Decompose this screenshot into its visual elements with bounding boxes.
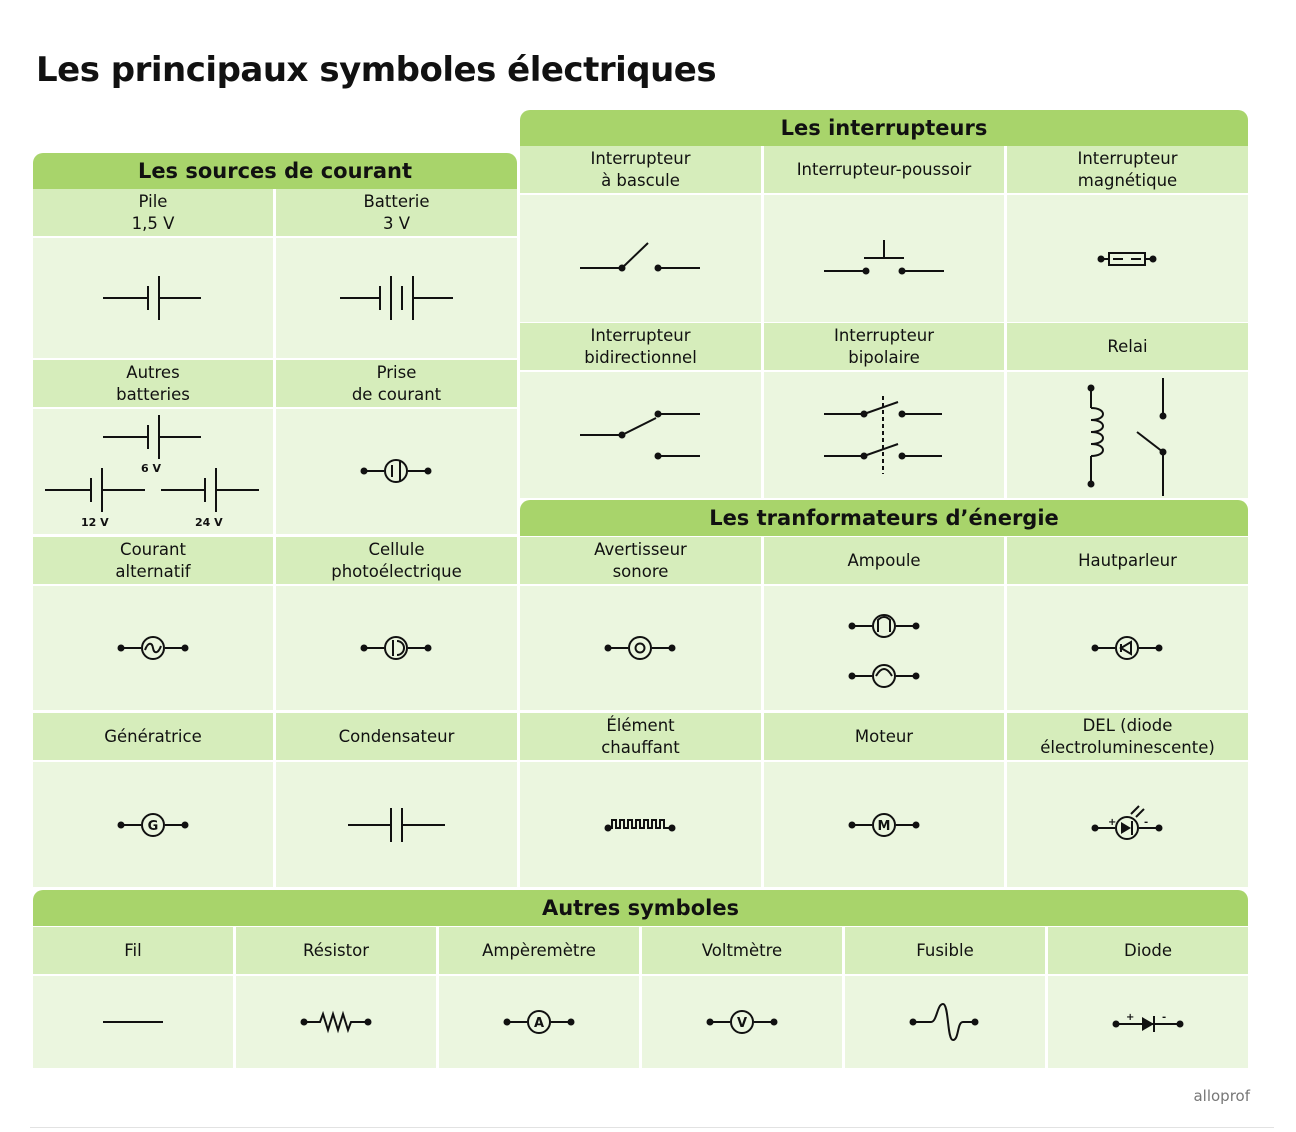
batterie-icon bbox=[276, 238, 517, 358]
courant-alternatif-symbol bbox=[33, 586, 273, 710]
voltage-12v: 12 V bbox=[81, 516, 109, 529]
others-header: Autres symboles bbox=[33, 890, 1248, 926]
avertisseur-label: Avertisseur sonore bbox=[520, 537, 761, 584]
int-poussoir-icon bbox=[764, 195, 1004, 322]
batterie-label: Batterie 3 V bbox=[276, 189, 517, 236]
diode-label: Diode bbox=[1048, 927, 1248, 974]
generatrice-letter: G bbox=[147, 819, 159, 834]
cellule-label: Cellule photoélectrique bbox=[276, 537, 517, 584]
del-symbol bbox=[1007, 762, 1248, 887]
amperemetre-icon bbox=[439, 976, 639, 1068]
voltmetre-icon bbox=[642, 976, 842, 1068]
hautparleur-icon bbox=[1007, 586, 1248, 710]
autres-batteries-icon bbox=[33, 409, 273, 534]
condensateur-label: Condensateur bbox=[276, 713, 517, 760]
pile-symbol bbox=[33, 238, 273, 358]
voltmetre-label: Voltmètre bbox=[642, 927, 842, 974]
diode-symbol bbox=[1048, 976, 1248, 1068]
fil-icon bbox=[33, 976, 233, 1068]
int-bascule-label: Interrupteur à bascule bbox=[520, 146, 761, 193]
fusible-icon bbox=[845, 976, 1045, 1068]
relai-symbol bbox=[1007, 372, 1248, 498]
condensateur-icon bbox=[276, 762, 517, 887]
amperemetre-label: Ampèremètre bbox=[439, 927, 639, 974]
page-title: Les principaux symboles électriques bbox=[36, 50, 717, 90]
courant-alternatif-label: Courant alternatif bbox=[33, 537, 273, 584]
int-bidirectionnel-icon bbox=[520, 372, 761, 498]
pile-label: Pile 1,5 V bbox=[33, 189, 273, 236]
autres-batteries-symbol bbox=[33, 409, 273, 534]
int-magnetique-icon bbox=[1007, 195, 1248, 322]
autres-batteries-label: Autres batteries bbox=[33, 360, 273, 407]
svg-text:+: + bbox=[1126, 1012, 1135, 1023]
batterie-symbol bbox=[276, 238, 517, 358]
resistor-icon bbox=[236, 976, 436, 1068]
bottom-divider bbox=[30, 1127, 1274, 1128]
prise-icon bbox=[276, 409, 517, 534]
cellule-icon bbox=[276, 586, 517, 710]
voltage-24v: 24 V bbox=[195, 516, 223, 529]
relai-icon bbox=[1007, 372, 1248, 498]
pile-icon bbox=[33, 238, 273, 358]
moteur-label: Moteur bbox=[764, 713, 1004, 760]
int-bidirectionnel-symbol bbox=[520, 372, 761, 498]
int-poussoir-label: Interrupteur-poussoir bbox=[764, 146, 1004, 193]
int-bascule-icon bbox=[520, 195, 761, 322]
fusible-label: Fusible bbox=[845, 927, 1045, 974]
del-label: DEL (diode électroluminescente) bbox=[1007, 713, 1248, 760]
fil-label: Fil bbox=[33, 927, 233, 974]
hautparleur-label: Hautparleur bbox=[1007, 537, 1248, 584]
generatrice-label: Génératrice bbox=[33, 713, 273, 760]
int-poussoir-symbol bbox=[764, 195, 1004, 322]
switches-header: Les interrupteurs bbox=[520, 110, 1248, 146]
int-magnetique-symbol bbox=[1007, 195, 1248, 322]
int-bipolaire-icon bbox=[764, 372, 1004, 498]
diode-icon bbox=[1048, 976, 1248, 1068]
hautparleur-symbol bbox=[1007, 586, 1248, 710]
avertisseur-icon bbox=[520, 586, 761, 710]
voltmetre-letter: V bbox=[736, 1016, 748, 1031]
generatrice-symbol bbox=[33, 762, 273, 887]
voltage-6v: 6 V bbox=[141, 462, 161, 475]
svg-text:+: + bbox=[1108, 817, 1117, 828]
int-bipolaire-label: Interrupteur bipolaire bbox=[764, 323, 1004, 370]
amperemetre-symbol bbox=[439, 976, 639, 1068]
alloprof-logo: alloprof bbox=[1193, 1087, 1250, 1105]
avertisseur-symbol bbox=[520, 586, 761, 710]
int-magnetique-label: Interrupteur magnétique bbox=[1007, 146, 1248, 193]
transformers-header: Les tranformateurs d’énergie bbox=[520, 500, 1248, 536]
voltmetre-symbol bbox=[642, 976, 842, 1068]
del-icon bbox=[1007, 762, 1248, 887]
svg-text:-: - bbox=[1162, 1012, 1167, 1023]
relai-label: Relai bbox=[1007, 323, 1248, 370]
amperemetre-letter: A bbox=[533, 1016, 545, 1031]
int-bipolaire-symbol bbox=[764, 372, 1004, 498]
ampoule-label: Ampoule bbox=[764, 537, 1004, 584]
element-chauffant-symbol bbox=[520, 762, 761, 887]
fusible-symbol bbox=[845, 976, 1045, 1068]
fil-symbol bbox=[33, 976, 233, 1068]
resistor-symbol bbox=[236, 976, 436, 1068]
moteur-letter: M bbox=[877, 819, 891, 834]
resistor-label: Résistor bbox=[236, 927, 436, 974]
moteur-icon bbox=[764, 762, 1004, 887]
ampoule-icon bbox=[764, 586, 1004, 710]
moteur-symbol bbox=[764, 762, 1004, 887]
prise-label: Prise de courant bbox=[276, 360, 517, 407]
int-bascule-symbol bbox=[520, 195, 761, 322]
generatrice-icon bbox=[33, 762, 273, 887]
ampoule-symbol bbox=[764, 586, 1004, 710]
cellule-symbol bbox=[276, 586, 517, 710]
condensateur-symbol bbox=[276, 762, 517, 887]
sources-header: Les sources de courant bbox=[33, 153, 517, 189]
element-chauffant-icon bbox=[520, 762, 761, 887]
courant-alternatif-icon bbox=[33, 586, 273, 710]
int-bidirectionnel-label: Interrupteur bidirectionnel bbox=[520, 323, 761, 370]
prise-symbol bbox=[276, 409, 517, 534]
svg-text:-: - bbox=[1144, 817, 1149, 828]
element-chauffant-label: Élément chauffant bbox=[520, 713, 761, 760]
